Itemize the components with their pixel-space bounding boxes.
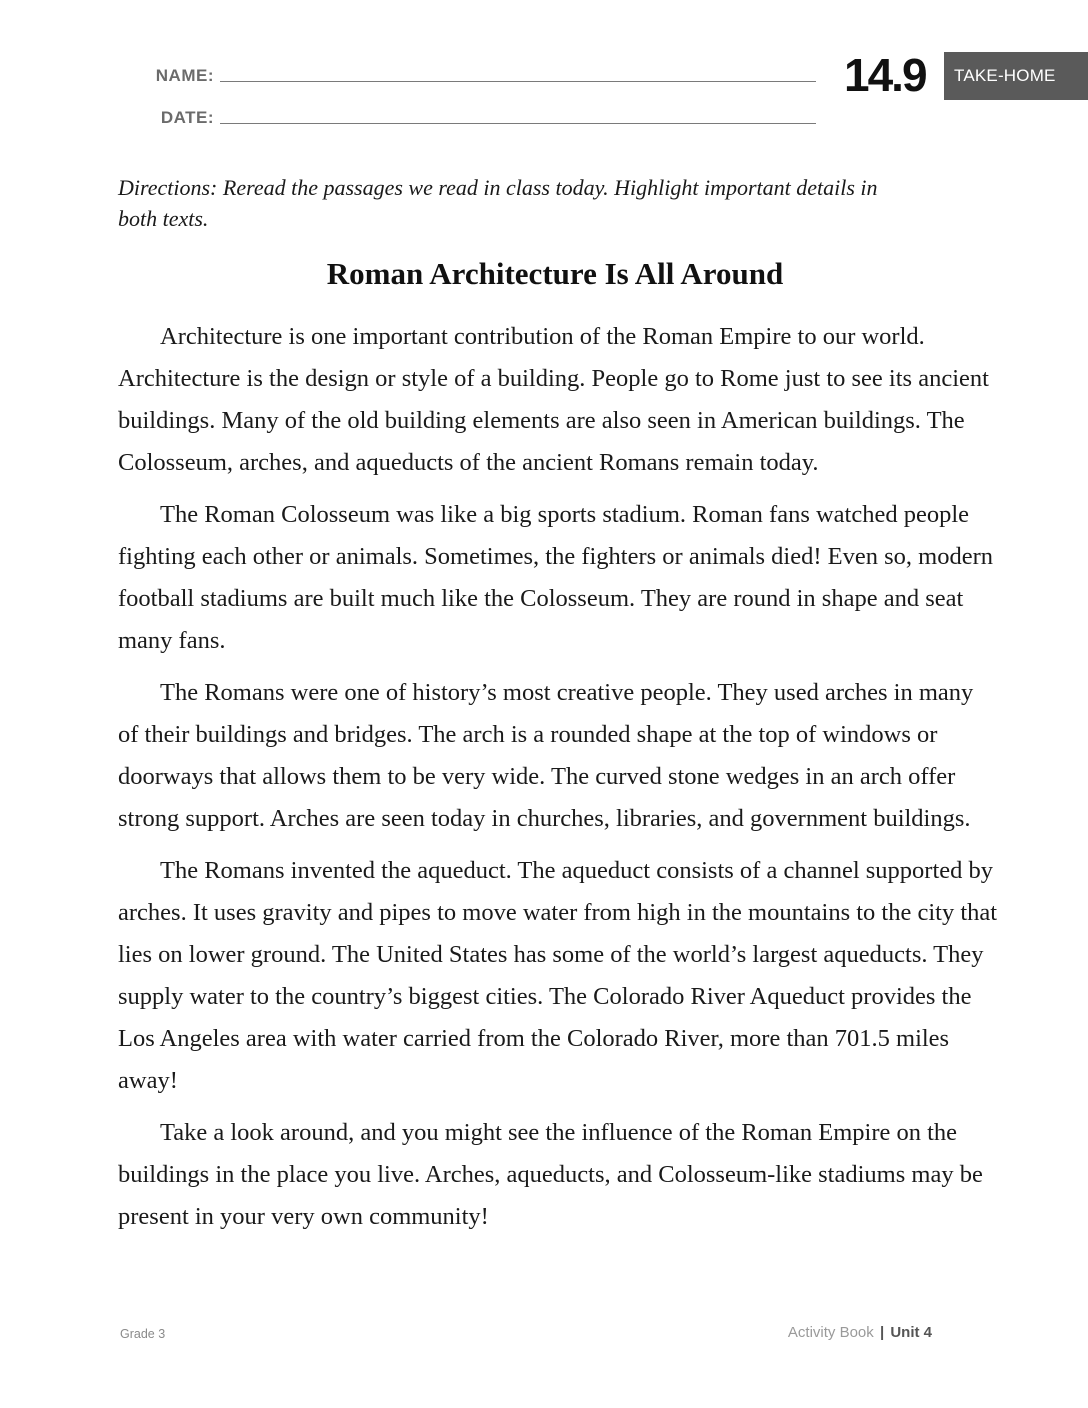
name-field-row — [148, 66, 816, 86]
date-label: DATE: — [160, 108, 214, 127]
paragraph: The Romans were one of history’s most creative people. They used arches in many of their buildings and bridges. The arch is a rounded shape at the top of windows or doorways that allows them to be very wide. The curved stone wedges in an arch offer strong support. Arches are seen today in churches, libraries, and government buildings. — [118, 679, 974, 832]
footer-separator: | — [879, 1324, 885, 1341]
take-home-badge: TAKE-HOME — [944, 52, 1088, 100]
name-label: NAME: — [155, 66, 214, 85]
footer-unit: Unit 4 — [890, 1324, 932, 1341]
paragraph: The Romans invented the aqueduct. The aqueduct consists of a channel supported by arches. It uses gravity and pipes to move water from high in the mountains to the city that lies on lower ground. The United States has some of the world’s largest aqueducts. They supply water to the country’s biggest cities. The Colorado River Aqueduct provides the Los Angeles area with water carried from the Colorado River, more than 701.5 miles away! — [118, 857, 998, 1094]
date-write-line[interactable] — [220, 123, 816, 124]
name-write-line[interactable] — [220, 81, 816, 82]
passage-title: Roman Architecture Is All Around — [326, 256, 784, 291]
footer-book-info — [788, 1324, 932, 1341]
activity-number: 14.9 — [844, 49, 926, 101]
paragraph: Take a look around, and you might see the influence of the Roman Empire on the buildings in the place you live. Arches, aqueducts, and Colosseum-like stadiums may be present in your very own community! — [118, 1119, 983, 1230]
date-field-row — [148, 108, 816, 128]
footer-grade: Grade 3 — [120, 1327, 166, 1341]
paragraph: The Roman Colosseum was like a big sports stadium. Roman fans watched people fighting each other or animals. Sometimes, the fighters or animals died! Even so, modern football stadiums are built much like the Colosseum. They are round in shape and seat many fans. — [118, 501, 993, 654]
paragraph: Architecture is one important contribution of the Roman Empire to our world. Architecture is the design or style of a building. People go to Rome just to see its ancient buildings. Many of the old building elements are also seen in American buildings. The Colosseum, arches, and aqueducts of the ancient Romans remain today. — [118, 323, 989, 476]
directions-text: Directions: Reread the passages we read in class today. Highlight important details in both texts. — [118, 175, 878, 231]
footer-book: Activity Book — [787, 1324, 874, 1341]
passage-body — [118, 316, 998, 1248]
